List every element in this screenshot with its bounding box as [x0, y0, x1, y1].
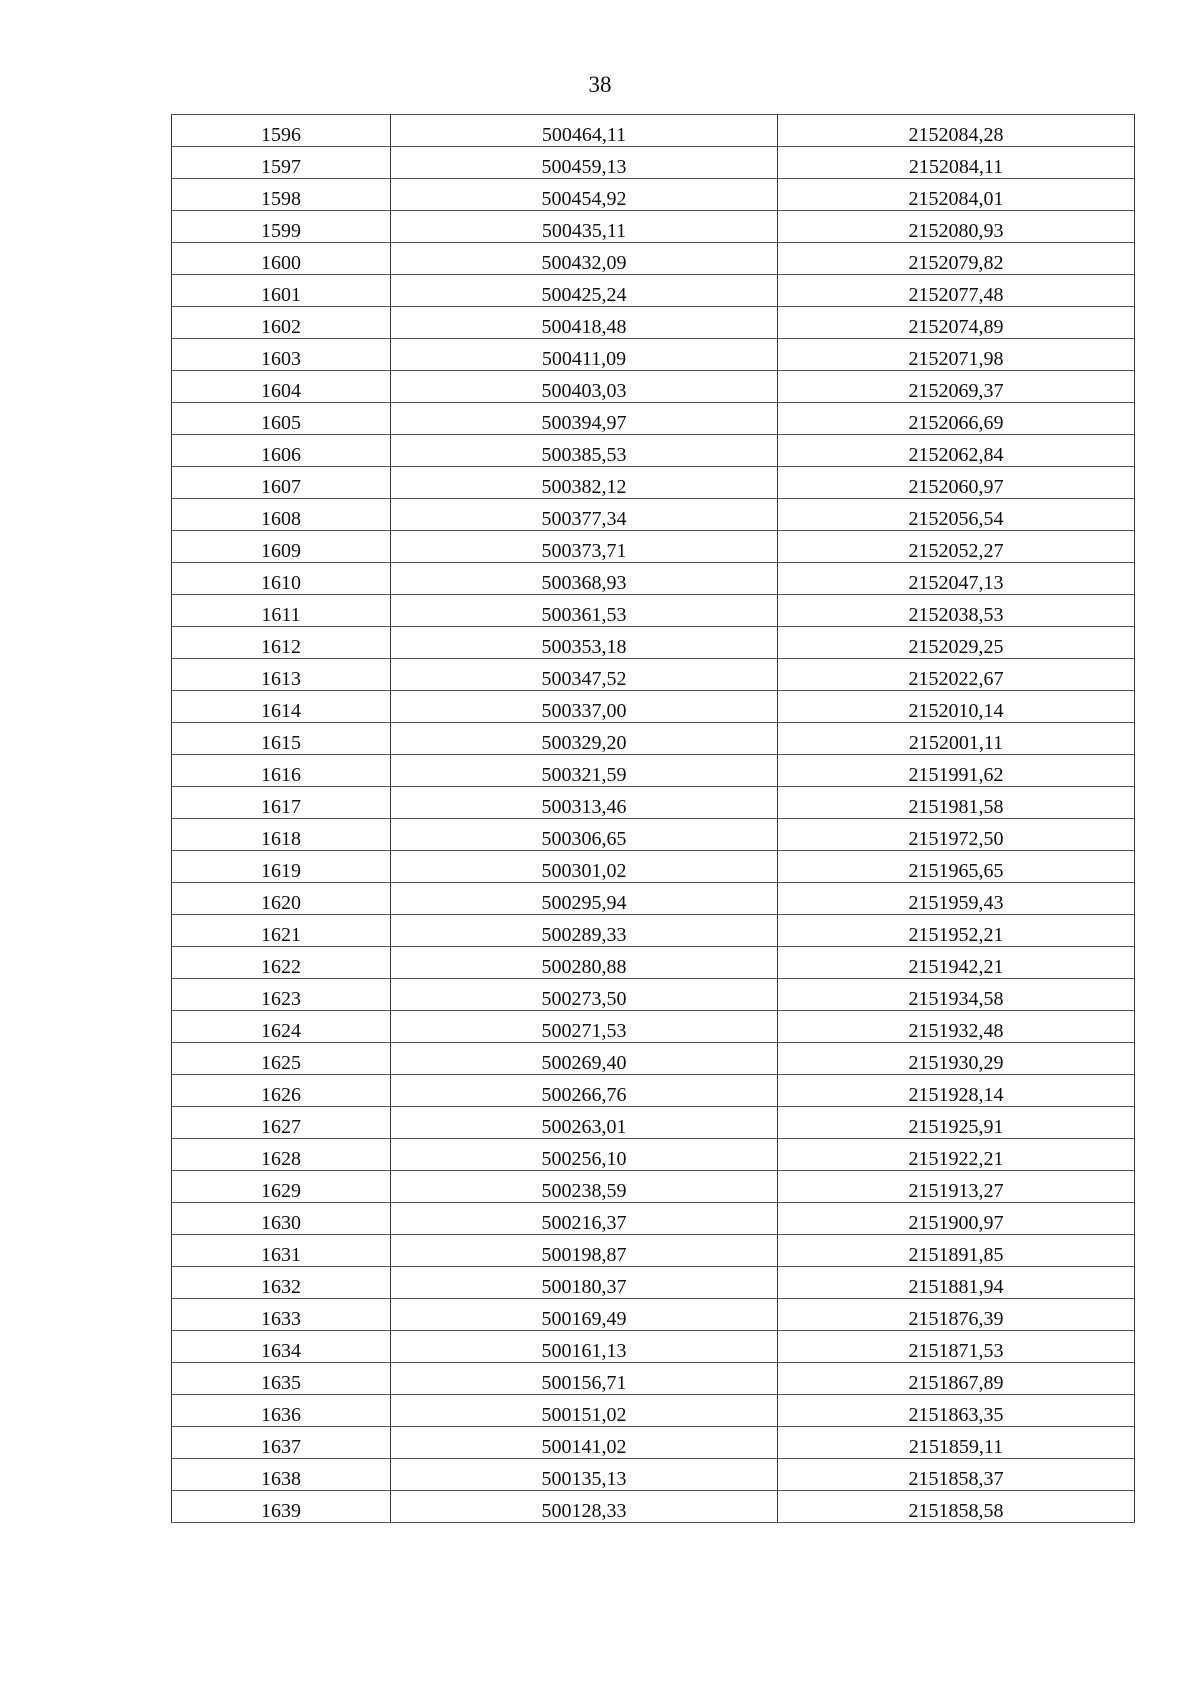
- x-coordinate-cell: 500373,71: [391, 531, 778, 563]
- y-coordinate-cell: 2151922,21: [778, 1139, 1135, 1171]
- table-row: [172, 1235, 1135, 1267]
- point-number-cell: 1615: [172, 723, 391, 755]
- table-row: [172, 595, 1135, 627]
- y-coordinate-cell: 2152066,69: [778, 403, 1135, 435]
- table-row: [172, 1331, 1135, 1363]
- x-coordinate-cell: 500266,76: [391, 1075, 778, 1107]
- table-row: [172, 1427, 1135, 1459]
- table-row: [172, 243, 1135, 275]
- x-coordinate-cell: 500128,33: [391, 1491, 778, 1523]
- x-coordinate-cell: 500161,13: [391, 1331, 778, 1363]
- point-number-cell: 1627: [172, 1107, 391, 1139]
- table-row: [172, 1107, 1135, 1139]
- point-number-cell: 1609: [172, 531, 391, 563]
- point-number-cell: 1635: [172, 1363, 391, 1395]
- y-coordinate-cell: 2152052,27: [778, 531, 1135, 563]
- point-number-cell: 1611: [172, 595, 391, 627]
- table-row: [172, 115, 1135, 147]
- point-number-cell: 1607: [172, 467, 391, 499]
- x-coordinate-cell: 500347,52: [391, 659, 778, 691]
- point-number-cell: 1629: [172, 1171, 391, 1203]
- x-coordinate-cell: 500156,71: [391, 1363, 778, 1395]
- y-coordinate-cell: 2151991,62: [778, 755, 1135, 787]
- y-coordinate-cell: 2152038,53: [778, 595, 1135, 627]
- y-coordinate-cell: 2151934,58: [778, 979, 1135, 1011]
- point-number-cell: 1631: [172, 1235, 391, 1267]
- point-number-cell: 1604: [172, 371, 391, 403]
- y-coordinate-cell: 2152071,98: [778, 339, 1135, 371]
- point-number-cell: 1636: [172, 1395, 391, 1427]
- table-row: [172, 499, 1135, 531]
- point-number-cell: 1613: [172, 659, 391, 691]
- x-coordinate-cell: 500273,50: [391, 979, 778, 1011]
- point-number-cell: 1606: [172, 435, 391, 467]
- x-coordinate-cell: 500313,46: [391, 787, 778, 819]
- x-coordinate-cell: 500169,49: [391, 1299, 778, 1331]
- table-row: [172, 691, 1135, 723]
- point-number-cell: 1597: [172, 147, 391, 179]
- point-number-cell: 1608: [172, 499, 391, 531]
- y-coordinate-cell: 2152062,84: [778, 435, 1135, 467]
- x-coordinate-cell: 500269,40: [391, 1043, 778, 1075]
- table-row: [172, 979, 1135, 1011]
- table-row: [172, 915, 1135, 947]
- table-row: [172, 723, 1135, 755]
- y-coordinate-cell: 2152084,01: [778, 179, 1135, 211]
- x-coordinate-cell: 500238,59: [391, 1171, 778, 1203]
- y-coordinate-cell: 2151891,85: [778, 1235, 1135, 1267]
- y-coordinate-cell: 2151930,29: [778, 1043, 1135, 1075]
- table-row: [172, 531, 1135, 563]
- table-row: [172, 1139, 1135, 1171]
- point-number-cell: 1638: [172, 1459, 391, 1491]
- x-coordinate-cell: 500361,53: [391, 595, 778, 627]
- point-number-cell: 1610: [172, 563, 391, 595]
- x-coordinate-cell: 500411,09: [391, 339, 778, 371]
- y-coordinate-cell: 2152084,28: [778, 115, 1135, 147]
- x-coordinate-cell: 500382,12: [391, 467, 778, 499]
- y-coordinate-cell: 2151863,35: [778, 1395, 1135, 1427]
- y-coordinate-cell: 2152022,67: [778, 659, 1135, 691]
- table-row: [172, 1075, 1135, 1107]
- x-coordinate-cell: 500280,88: [391, 947, 778, 979]
- y-coordinate-cell: 2151871,53: [778, 1331, 1135, 1363]
- y-coordinate-cell: 2152047,13: [778, 563, 1135, 595]
- x-coordinate-cell: 500337,00: [391, 691, 778, 723]
- point-number-cell: 1634: [172, 1331, 391, 1363]
- x-coordinate-cell: 500385,53: [391, 435, 778, 467]
- y-coordinate-cell: 2151913,27: [778, 1171, 1135, 1203]
- point-number-cell: 1622: [172, 947, 391, 979]
- x-coordinate-cell: 500180,37: [391, 1267, 778, 1299]
- point-number-cell: 1605: [172, 403, 391, 435]
- y-coordinate-cell: 2152080,93: [778, 211, 1135, 243]
- table-row: [172, 883, 1135, 915]
- y-coordinate-cell: 2152077,48: [778, 275, 1135, 307]
- point-number-cell: 1620: [172, 883, 391, 915]
- table-row: [172, 755, 1135, 787]
- x-coordinate-cell: 500321,59: [391, 755, 778, 787]
- table-row: [172, 371, 1135, 403]
- table-row: [172, 179, 1135, 211]
- point-number-cell: 1617: [172, 787, 391, 819]
- y-coordinate-cell: 2151858,37: [778, 1459, 1135, 1491]
- table-row: [172, 1459, 1135, 1491]
- y-coordinate-cell: 2152084,11: [778, 147, 1135, 179]
- table-row: [172, 1171, 1135, 1203]
- x-coordinate-cell: 500432,09: [391, 243, 778, 275]
- table-row: [172, 627, 1135, 659]
- coordinates-table: [171, 114, 1135, 1523]
- x-coordinate-cell: 500368,93: [391, 563, 778, 595]
- y-coordinate-cell: 2151928,14: [778, 1075, 1135, 1107]
- y-coordinate-cell: 2151942,21: [778, 947, 1135, 979]
- point-number-cell: 1633: [172, 1299, 391, 1331]
- y-coordinate-cell: 2152029,25: [778, 627, 1135, 659]
- point-number-cell: 1628: [172, 1139, 391, 1171]
- x-coordinate-cell: 500435,11: [391, 211, 778, 243]
- x-coordinate-cell: 500256,10: [391, 1139, 778, 1171]
- y-coordinate-cell: 2151925,91: [778, 1107, 1135, 1139]
- y-coordinate-cell: 2151876,39: [778, 1299, 1135, 1331]
- point-number-cell: 1626: [172, 1075, 391, 1107]
- y-coordinate-cell: 2152010,14: [778, 691, 1135, 723]
- x-coordinate-cell: 500295,94: [391, 883, 778, 915]
- y-coordinate-cell: 2151858,58: [778, 1491, 1135, 1523]
- coordinates-table-body: [172, 115, 1135, 1523]
- point-number-cell: 1625: [172, 1043, 391, 1075]
- x-coordinate-cell: 500464,11: [391, 115, 778, 147]
- x-coordinate-cell: 500394,97: [391, 403, 778, 435]
- table-row: [172, 1491, 1135, 1523]
- point-number-cell: 1600: [172, 243, 391, 275]
- point-number-cell: 1596: [172, 115, 391, 147]
- table-row: [172, 403, 1135, 435]
- x-coordinate-cell: 500289,33: [391, 915, 778, 947]
- point-number-cell: 1630: [172, 1203, 391, 1235]
- point-number-cell: 1612: [172, 627, 391, 659]
- point-number-cell: 1619: [172, 851, 391, 883]
- y-coordinate-cell: 2152069,37: [778, 371, 1135, 403]
- x-coordinate-cell: 500301,02: [391, 851, 778, 883]
- point-number-cell: 1603: [172, 339, 391, 371]
- table-row: [172, 1011, 1135, 1043]
- y-coordinate-cell: 2152074,89: [778, 307, 1135, 339]
- y-coordinate-cell: 2151959,43: [778, 883, 1135, 915]
- y-coordinate-cell: 2151952,21: [778, 915, 1135, 947]
- x-coordinate-cell: 500377,34: [391, 499, 778, 531]
- x-coordinate-cell: 500198,87: [391, 1235, 778, 1267]
- y-coordinate-cell: 2151867,89: [778, 1363, 1135, 1395]
- y-coordinate-cell: 2151981,58: [778, 787, 1135, 819]
- x-coordinate-cell: 500459,13: [391, 147, 778, 179]
- x-coordinate-cell: 500141,02: [391, 1427, 778, 1459]
- x-coordinate-cell: 500418,48: [391, 307, 778, 339]
- y-coordinate-cell: 2151859,11: [778, 1427, 1135, 1459]
- y-coordinate-cell: 2152079,82: [778, 243, 1135, 275]
- y-coordinate-cell: 2151965,65: [778, 851, 1135, 883]
- point-number-cell: 1614: [172, 691, 391, 723]
- table-row: [172, 1299, 1135, 1331]
- table-row: [172, 851, 1135, 883]
- table-row: [172, 467, 1135, 499]
- point-number-cell: 1639: [172, 1491, 391, 1523]
- x-coordinate-cell: 500306,65: [391, 819, 778, 851]
- x-coordinate-cell: 500403,03: [391, 371, 778, 403]
- point-number-cell: 1618: [172, 819, 391, 851]
- x-coordinate-cell: 500135,13: [391, 1459, 778, 1491]
- page-number: 38: [588, 72, 612, 97]
- table-row: [172, 1267, 1135, 1299]
- y-coordinate-cell: 2152060,97: [778, 467, 1135, 499]
- point-number-cell: 1621: [172, 915, 391, 947]
- table-row: [172, 659, 1135, 691]
- point-number-cell: 1601: [172, 275, 391, 307]
- table-row: [172, 1363, 1135, 1395]
- table-row: [172, 147, 1135, 179]
- y-coordinate-cell: 2151881,94: [778, 1267, 1135, 1299]
- x-coordinate-cell: 500454,92: [391, 179, 778, 211]
- y-coordinate-cell: 2152001,11: [778, 723, 1135, 755]
- x-coordinate-cell: 500353,18: [391, 627, 778, 659]
- table-row: [172, 563, 1135, 595]
- point-number-cell: 1637: [172, 1427, 391, 1459]
- y-coordinate-cell: 2151932,48: [778, 1011, 1135, 1043]
- table-row: [172, 1395, 1135, 1427]
- point-number-cell: 1598: [172, 179, 391, 211]
- y-coordinate-cell: 2151900,97: [778, 1203, 1135, 1235]
- table-row: [172, 947, 1135, 979]
- point-number-cell: 1602: [172, 307, 391, 339]
- point-number-cell: 1632: [172, 1267, 391, 1299]
- table-row: [172, 435, 1135, 467]
- point-number-cell: 1624: [172, 1011, 391, 1043]
- x-coordinate-cell: 500151,02: [391, 1395, 778, 1427]
- point-number-cell: 1623: [172, 979, 391, 1011]
- table-row: [172, 275, 1135, 307]
- table-row: [172, 787, 1135, 819]
- x-coordinate-cell: 500329,20: [391, 723, 778, 755]
- x-coordinate-cell: 500271,53: [391, 1011, 778, 1043]
- table-row: [172, 307, 1135, 339]
- table-row: [172, 211, 1135, 243]
- point-number-cell: 1616: [172, 755, 391, 787]
- table-row: [172, 1203, 1135, 1235]
- x-coordinate-cell: 500216,37: [391, 1203, 778, 1235]
- table-row: [172, 1043, 1135, 1075]
- point-number-cell: 1599: [172, 211, 391, 243]
- table-row: [172, 819, 1135, 851]
- y-coordinate-cell: 2152056,54: [778, 499, 1135, 531]
- y-coordinate-cell: 2151972,50: [778, 819, 1135, 851]
- x-coordinate-cell: 500425,24: [391, 275, 778, 307]
- table-row: [172, 339, 1135, 371]
- x-coordinate-cell: 500263,01: [391, 1107, 778, 1139]
